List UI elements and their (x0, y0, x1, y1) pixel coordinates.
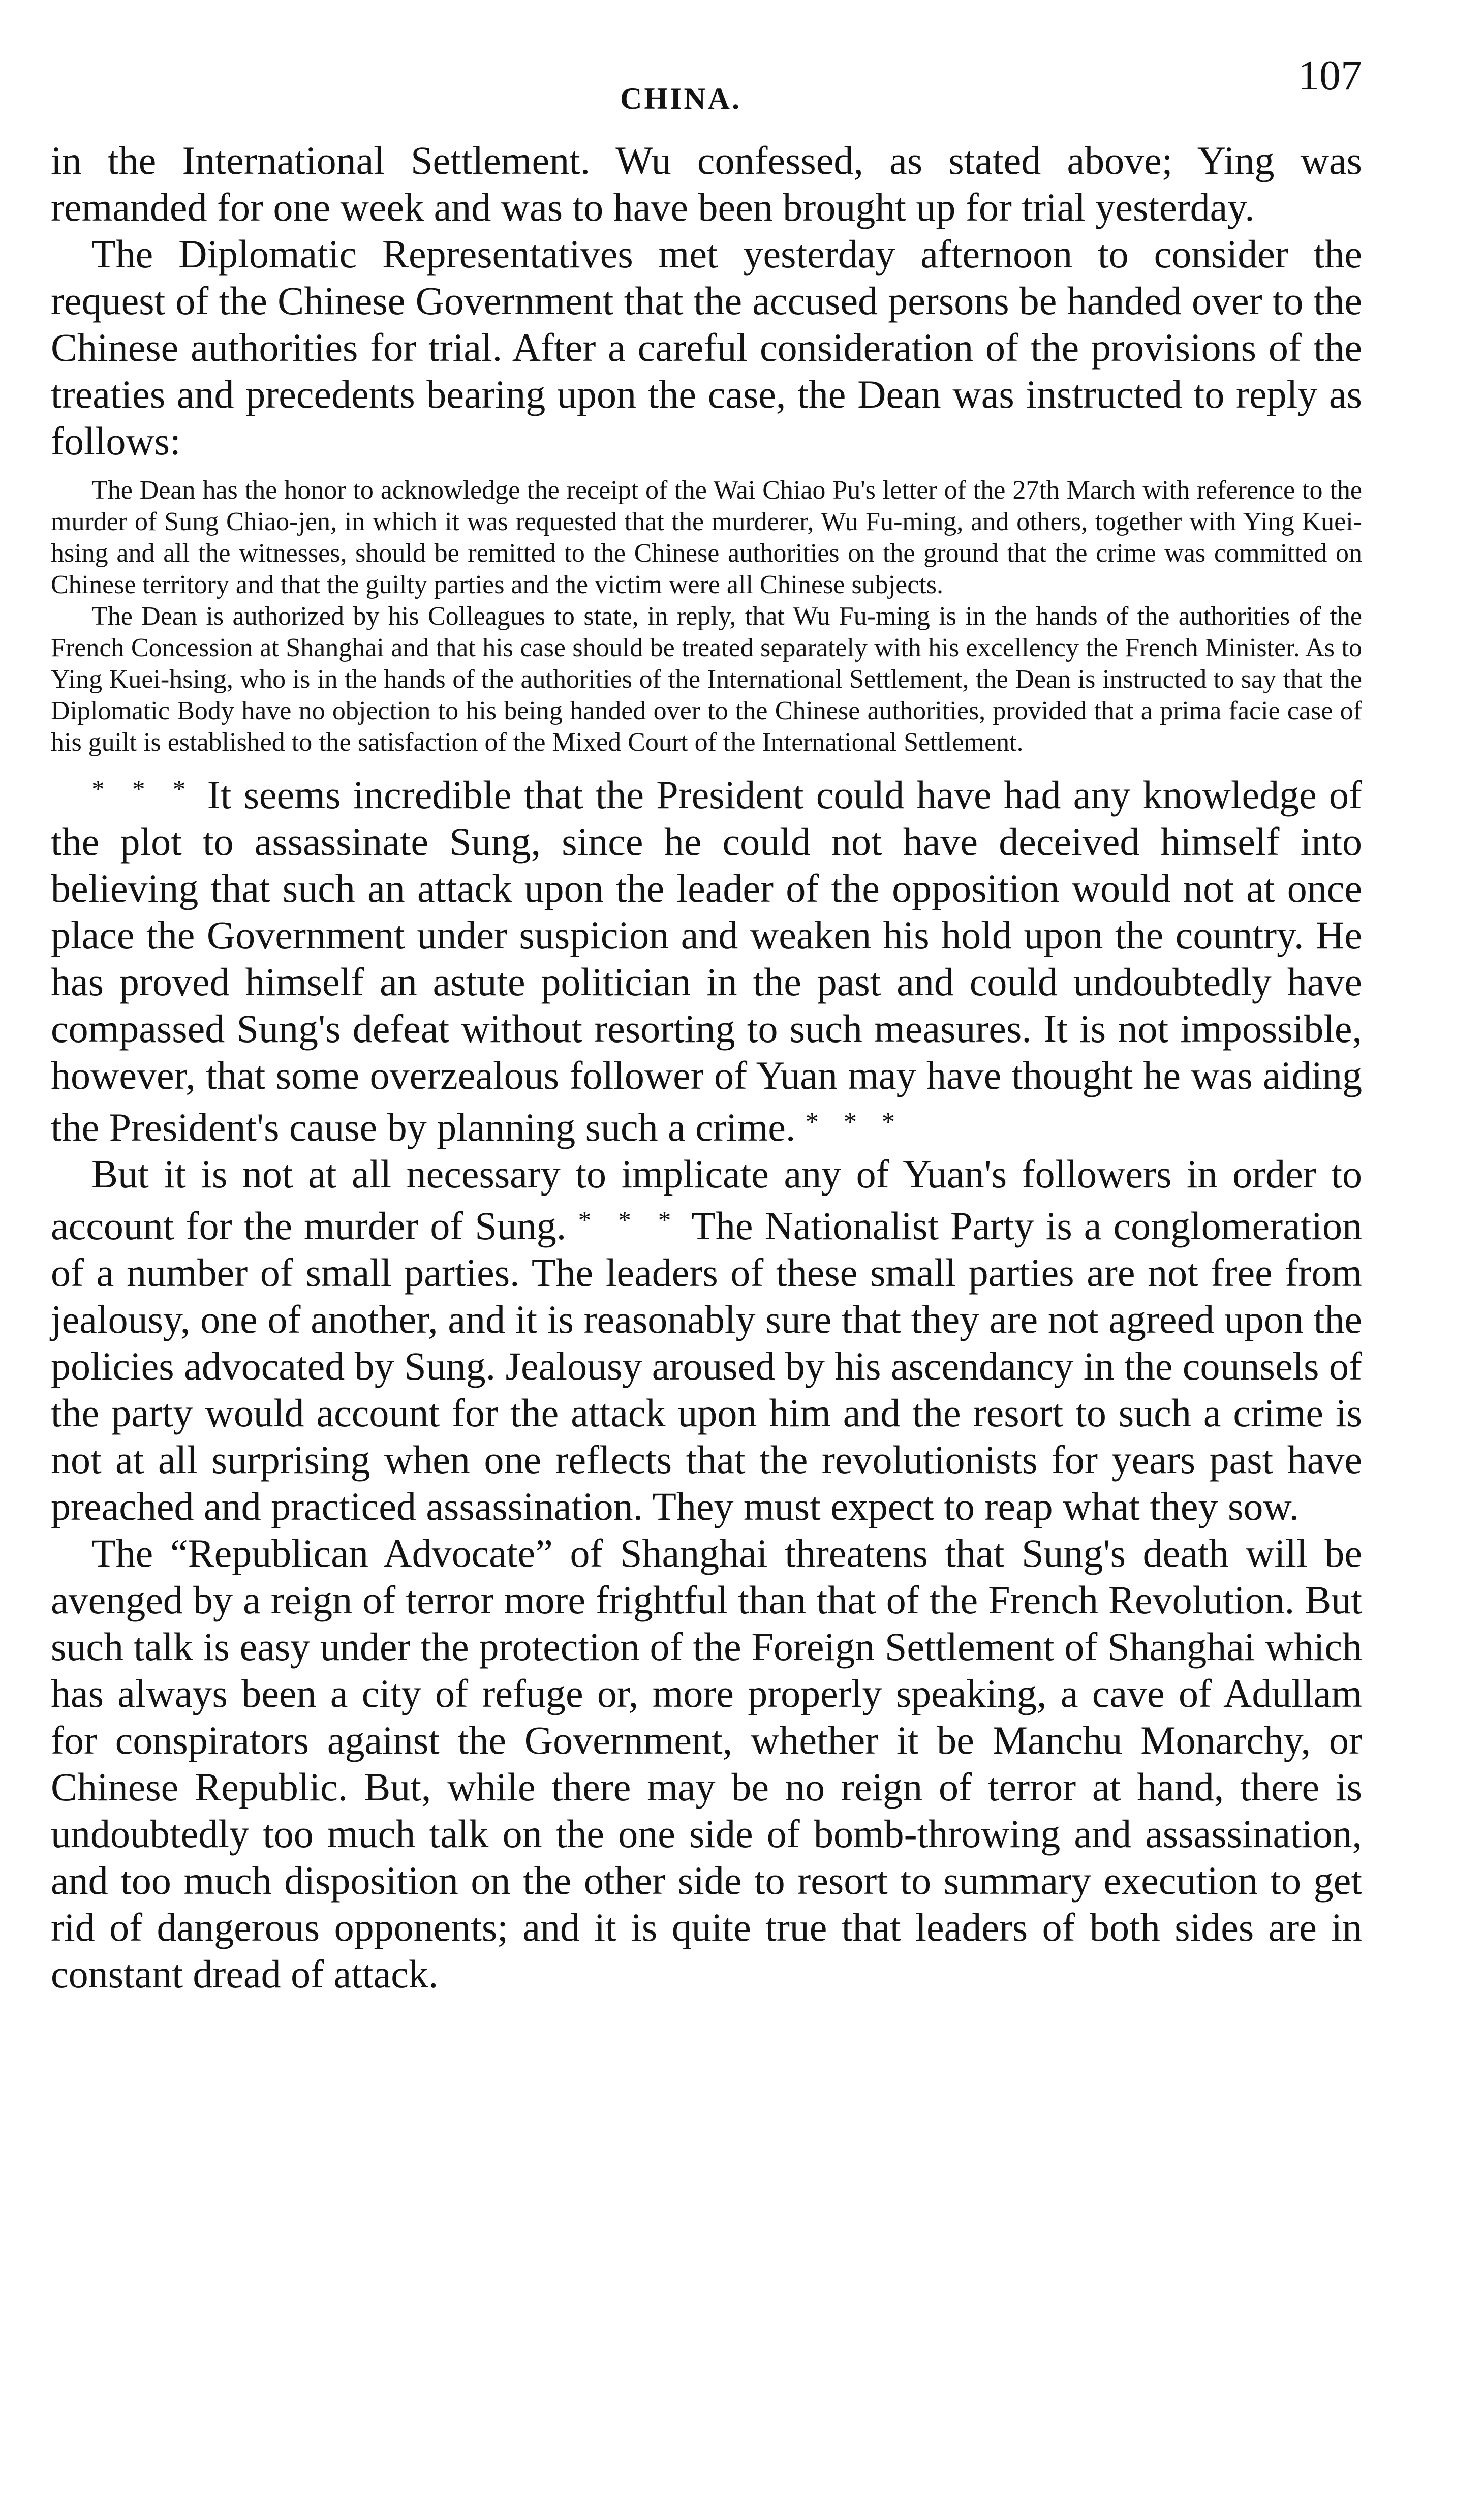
ellipsis-stars: * * * (805, 1108, 904, 1137)
paragraph-diplomatic-representatives: The Diplomatic Representatives met yesterday afternoon to consider the request of the Chinese Government that the accused persons be handed over to the Chinese authorities for trial. After a careful consideration of the provisions of the treaties and precedents bearing upon the case, the Dean was instructed to reply as follows: (51, 232, 1362, 463)
document-page (51, 36, 1362, 2465)
paragraph-text: It seems incredible that the President could have had any knowledge of the plot to assassinate Sung, since he could not have deceived himself into believing that such an attack upon the leader of the opposition would not at once place the Government under suspicion and weaken his hold upon the country. He has proved himself an astute politician in the past and could undoubtedly have compassed Sung's defeat without resorting to such measures. It is not impossible, however, that some overzealous follower of Yuan may have thought he was aiding the President's cause by planning such a crime. (51, 773, 1363, 1149)
paragraph-text: But it is not at all necessary to implicate any of Yuan's followers in order to account for the murder of Sung. (51, 1152, 1362, 1248)
dean-reply-quote (51, 475, 1362, 758)
ellipsis-stars: * * * (578, 1206, 681, 1235)
paragraph-continuation: in the International Settlement. Wu confessed, as stated above; Ying was remanded for one week and was to have been brought up for trial yesterday. (51, 138, 1362, 229)
running-head: CHINA. (620, 82, 742, 115)
quote-paragraph-authorization: The Dean is authorized by his Colleagues to state, in reply, that Wu Fu-ming is in the hands of the authorities of the French Concession at Shanghai and that his case should be treated separately with his excellency the French Minister. As to Ying Kuei-hsing, who is in the hands of the authorities of the International Settlement, the Dean is instructed to say that the Diplomatic Body have no objection to his being handed over to the Chinese authorities, provided that a prima facie case of his guilt is established to the satisfaction of the Mixed Court of the International Settlement. (51, 602, 1362, 757)
paragraph-president-knowledge (51, 767, 1362, 1151)
paragraph-nationalist-party (51, 1151, 1362, 1530)
paragraph-republican-advocate: The “Republican Advocate” of Shanghai threatens that Sung's death will be avenged by a reign of terror more frightful than that of the French Revolution. But such talk is easy under the protection of the Foreign Settlement of Shanghai which has always been a city of refuge or, more properly speaking, a cave of Adullam for conspirators against the Government, whether it be Manchu Monarchy, or Chinese Republic. But, while there may be no reign of terror at hand, there is undoubtedly too much talk on the one side of bomb-throwing and assassination, and too much disposition on the other side to resort to summary execution to get rid of dangerous opponents; and it is quite true that leaders of both sides are in constant dread of attack. (51, 1531, 1362, 1996)
page-number: 107 (1298, 52, 1362, 99)
article-body (51, 137, 1362, 1998)
page-header (51, 36, 1362, 137)
ellipsis-stars: * * * (91, 775, 195, 804)
quote-paragraph-acknowledgement: The Dean has the honor to acknowledge the receipt of the Wai Chiao Pu's letter of the 27th March with reference to the murder of Sung Chiao-jen, in which it was requested that the murderer, Wu Fu-ming, and others, together with Ying Kuei-hsing and all the witnesses, should be remitted to the Chinese authorities on the ground that the crime was committed on Chinese territory and that the guilty parties and the victim were all Chinese subjects. (51, 476, 1362, 599)
paragraph-text: The Nationalist Party is a conglomeration of a number of small parties. The leaders of these small parties are not free from jealousy, one of another, and it is reasonably sure that they are not agreed upon the policies advocated by Sung. Jealousy aroused by his ascendancy in the counsels of the party would account for the attack upon him and the resort to such a crime is not at all surprising when one reflects that the revolutionists for years past have preached and practiced assassination. They must expect to reap what they sow. (51, 1204, 1363, 1528)
